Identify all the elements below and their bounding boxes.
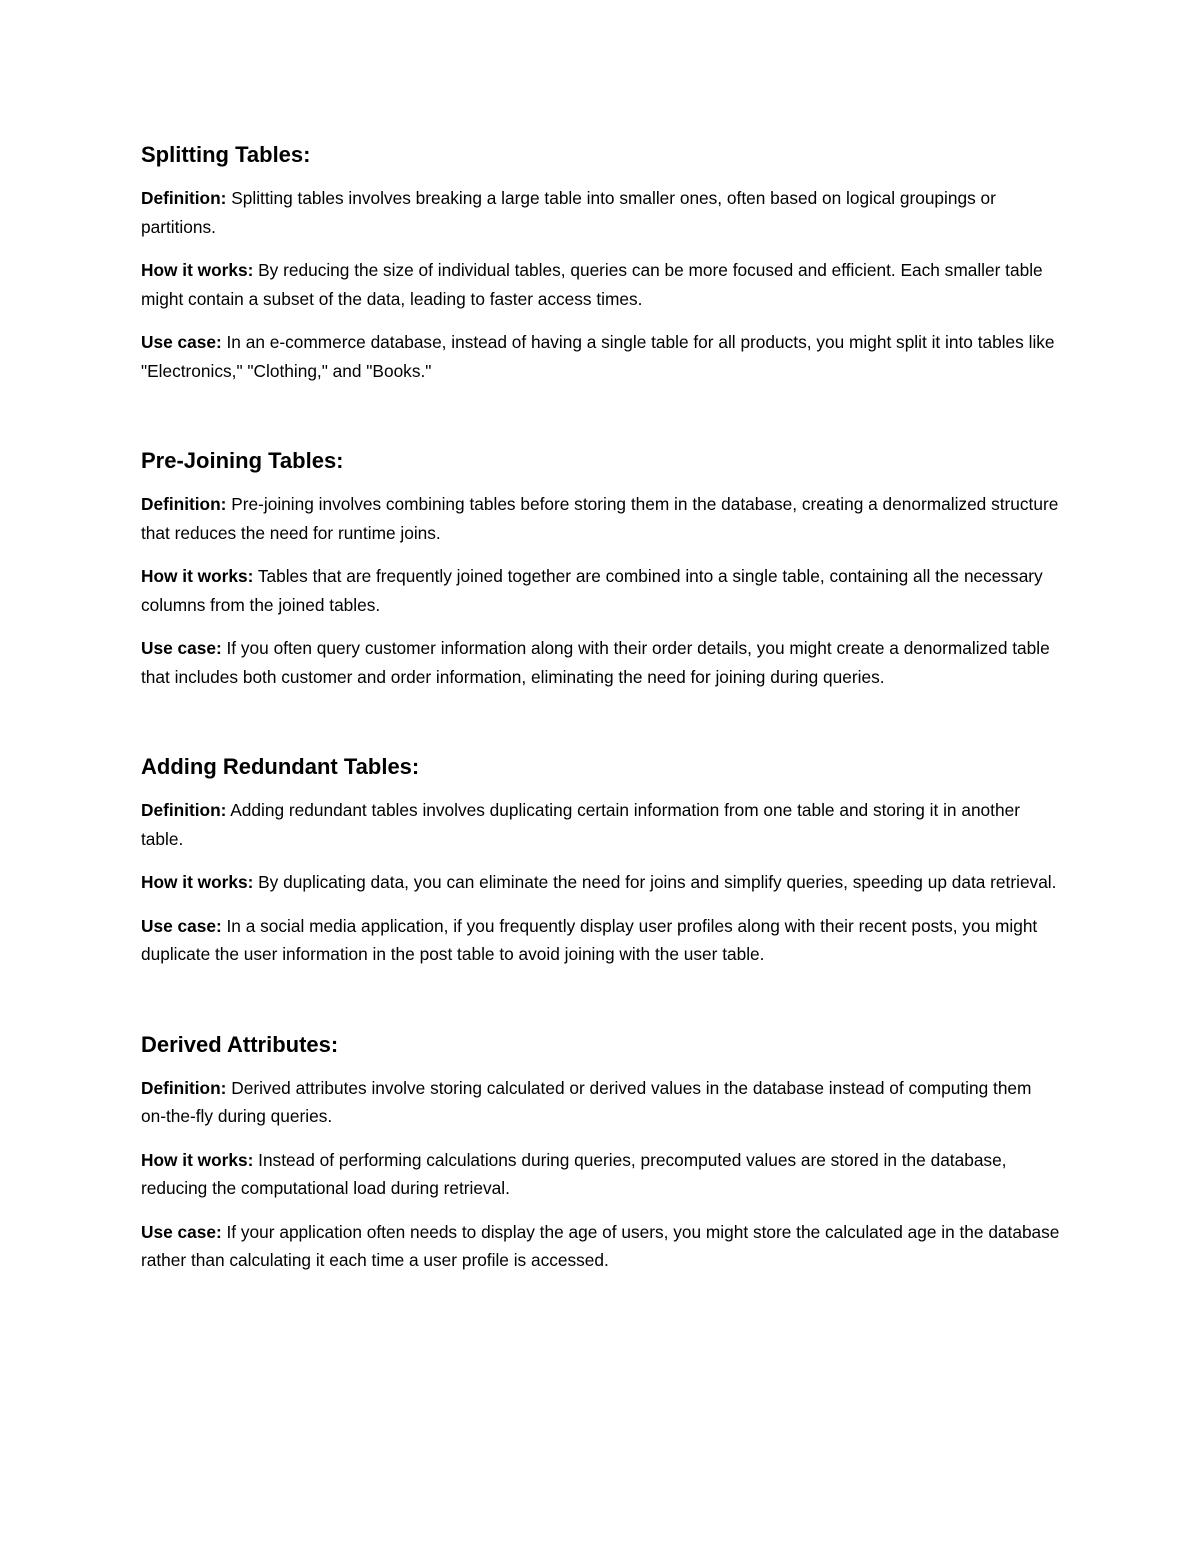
section-heading: Derived Attributes: — [141, 1031, 339, 1057]
how-it-works-paragraph — [141, 256, 1061, 313]
document-body — [141, 140, 1061, 1336]
how-it-works-paragraph — [141, 1146, 1061, 1203]
use-case-paragraph — [141, 1218, 1061, 1275]
how-it-works-paragraph — [141, 562, 1061, 619]
how-it-works-text: By reducing the size of individual tables, queries can be more focused and efficient. Each smaller table might contain a subset of the data, leading to faster access times. — [141, 260, 1043, 309]
section-adding-redundant-tables — [141, 752, 1061, 969]
use-case-text: In an e-commerce database, instead of having a single table for all products, you might split it into tables like "Electronics," "Clothing," and "Books." — [141, 332, 1055, 381]
definition-text: Pre-joining involves combining tables before storing them in the database, creating a denormalized structure that reduces the need for runtime joins. — [141, 494, 1059, 543]
use-case-label: Use case: — [141, 1221, 222, 1242]
definition-paragraph — [141, 490, 1061, 547]
use-case-label: Use case: — [141, 915, 222, 936]
how-it-works-text: Tables that are frequently joined together are combined into a single table, containing all the necessary columns from the joined tables. — [141, 566, 1043, 615]
use-case-label: Use case: — [141, 332, 222, 352]
definition-paragraph — [141, 184, 1061, 241]
use-case-paragraph — [141, 634, 1061, 691]
definition-label: Definition: — [141, 800, 227, 820]
definition-text: Adding redundant tables involves duplicating certain information from one table and storing it in another table. — [141, 800, 1020, 849]
definition-label: Definition: — [141, 494, 227, 514]
section-heading: Pre-Joining Tables: — [141, 448, 344, 473]
how-it-works-text: By duplicating data, you can eliminate the need for joins and simplify queries, speeding up data retrieval. — [253, 872, 1057, 892]
how-it-works-label: How it works: — [141, 260, 254, 280]
definition-text: Derived attributes involve storing calculated or derived values in the database instead of computing them on-the-fly during queries. — [141, 1077, 1032, 1126]
section-pre-joining-tables — [141, 446, 1061, 691]
section-heading: Splitting Tables: — [141, 142, 311, 167]
use-case-text: If your application often needs to display the age of users, you might store the calculated age in the database rather than calculating it each time a user profile is accessed. — [141, 1221, 1060, 1270]
how-it-works-label: How it works: — [141, 566, 254, 586]
use-case-text: If you often query customer information along with their order details, you might create a denormalized table that includes both customer and order information, eliminating the need for joining during queries. — [141, 638, 1050, 687]
how-it-works-paragraph — [141, 868, 1061, 897]
how-it-works-label: How it works: — [141, 872, 254, 892]
use-case-label: Use case: — [141, 638, 222, 658]
definition-paragraph — [141, 1074, 1061, 1131]
definition-label: Definition: — [141, 188, 227, 208]
section-heading: Adding Redundant Tables: — [141, 754, 420, 779]
use-case-paragraph — [141, 328, 1061, 385]
definition-label: Definition: — [141, 1077, 227, 1098]
how-it-works-text: Instead of performing calculations during queries, precomputed values are stored in the database, reducing the computational load during retrieval. — [141, 1149, 1007, 1198]
use-case-paragraph — [141, 912, 1061, 969]
definition-paragraph — [141, 796, 1061, 853]
section-derived-attributes — [141, 1030, 1061, 1275]
definition-text: Splitting tables involves breaking a large table into smaller ones, often based on logical groupings or partitions. — [141, 188, 996, 237]
section-splitting-tables — [141, 140, 1061, 385]
use-case-text: In a social media application, if you frequently display user profiles along with their recent posts, you might duplicate the user information in the post table to avoid joining with the user table. — [141, 915, 1038, 964]
how-it-works-label: How it works: — [141, 1149, 254, 1170]
